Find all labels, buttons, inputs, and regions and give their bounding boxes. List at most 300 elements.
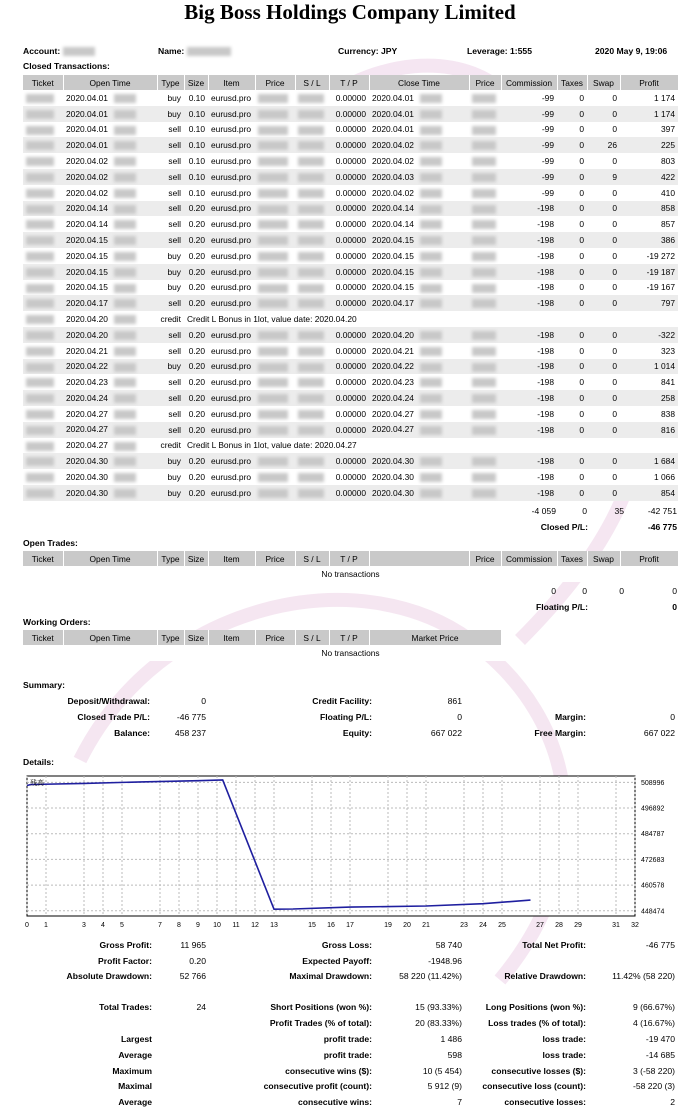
tp-cell: 0.00000 xyxy=(329,280,369,296)
sl-cell xyxy=(295,106,329,122)
working-orders-empty: No transactions xyxy=(23,645,678,661)
size-cell: 0.20 xyxy=(184,485,208,501)
leverage-label: Leverage: 1:555 xyxy=(467,46,532,56)
sl-cell xyxy=(295,343,329,359)
swap-cell: 0 xyxy=(587,216,620,232)
expected-payoff-value: -1948.96 xyxy=(428,956,462,966)
tp-cell: 0.00000 xyxy=(329,469,369,485)
price-cell xyxy=(255,359,295,375)
open-time-cell: 2020.04.15 xyxy=(63,232,157,248)
x-tick-label: 1 xyxy=(44,922,48,929)
max-consecutive-profit-value: 5 912 (9) xyxy=(427,1081,462,1091)
average-profit-value: 598 xyxy=(447,1050,462,1060)
open-time-cell: 2020.04.30 xyxy=(63,469,157,485)
close-time-cell: 2020.04.01 xyxy=(369,122,469,138)
open-col-2: Type xyxy=(157,551,184,566)
table-row xyxy=(23,422,678,438)
profit-cell: 1 684 xyxy=(620,453,678,469)
credit-facility-label: Credit Facility: xyxy=(312,696,372,706)
table-row xyxy=(23,374,678,390)
swap-cell: 0 xyxy=(587,406,620,422)
tp-cell: 0.00000 xyxy=(329,106,369,122)
report-title: Big Boss Holdings Company Limited xyxy=(184,0,516,24)
net-profit-value: -46 775 xyxy=(645,940,675,950)
gross-loss-label: Gross Loss: xyxy=(321,940,372,950)
commission-cell: -198 xyxy=(501,422,557,438)
size-cell: 0.20 xyxy=(184,295,208,311)
open-time-cell: 2020.04.27 xyxy=(63,406,157,422)
largest-loss-label: loss trade: xyxy=(542,1034,586,1044)
maximal-label: Maximal xyxy=(118,1081,152,1091)
ticket-cell xyxy=(23,153,63,169)
commission-cell: -198 xyxy=(501,280,557,296)
table-row xyxy=(23,137,678,153)
type-cell: sell xyxy=(157,422,184,438)
item-cell: eurusd.pro xyxy=(208,169,255,185)
commission-cell: -99 xyxy=(501,153,557,169)
credit-description: Credit L Bonus in 1lot, value date: 2020.04.20 xyxy=(184,311,678,327)
tp-cell: 0.00000 xyxy=(329,390,369,406)
price-cell xyxy=(255,485,295,501)
closed-transactions-title: Closed Transactions: xyxy=(23,61,110,71)
working-col-4: Item xyxy=(208,630,255,645)
sl-cell xyxy=(295,248,329,264)
type-cell: sell xyxy=(157,232,184,248)
sl-cell xyxy=(295,264,329,280)
size-cell: 0.20 xyxy=(184,374,208,390)
price-cell xyxy=(255,106,295,122)
close-time-cell: 2020.04.27 xyxy=(369,406,469,422)
tp-cell: 0.00000 xyxy=(329,343,369,359)
table-row xyxy=(23,359,678,375)
taxes-cell: 0 xyxy=(557,422,587,438)
size-cell: 0.10 xyxy=(184,185,208,201)
table-row xyxy=(23,390,678,406)
x-tick-label: 3 xyxy=(82,922,86,929)
tp-cell: 0.00000 xyxy=(329,264,369,280)
closed-total-profit: -42 751 xyxy=(647,506,677,516)
gross-loss-value: 58 740 xyxy=(435,940,462,950)
closed-col-13: Profit xyxy=(620,75,678,90)
average-loss-label: loss trade: xyxy=(542,1050,586,1060)
taxes-cell: 0 xyxy=(557,232,587,248)
ticket-cell xyxy=(23,169,63,185)
table-row xyxy=(23,201,678,217)
price-cell xyxy=(255,122,295,138)
floating-pl-label: Floating P/L: xyxy=(535,602,588,612)
type-cell: sell xyxy=(157,201,184,217)
maximal-drawdown-value: 58 220 (11.42%) xyxy=(399,971,462,981)
taxes-cell: 0 xyxy=(557,248,587,264)
open-time-cell: 2020.04.27 xyxy=(63,438,157,454)
details-title: Details: xyxy=(23,757,55,767)
table-row xyxy=(23,343,678,359)
open-time-cell: 2020.04.01 xyxy=(63,106,157,122)
profit-cell: 797 xyxy=(620,295,678,311)
avg-consecutive-wins-value: 7 xyxy=(457,1097,462,1107)
close-time-cell: 2020.04.01 xyxy=(369,90,469,106)
taxes-cell: 0 xyxy=(557,374,587,390)
closed-total-swap: 35 xyxy=(614,506,624,516)
taxes-cell: 0 xyxy=(557,216,587,232)
sl-cell xyxy=(295,422,329,438)
open-col-6: S / L xyxy=(295,551,329,566)
y-tick-label: 484787 xyxy=(641,831,665,839)
swap-cell: 0 xyxy=(587,327,620,343)
open-time-cell: 2020.04.21 xyxy=(63,343,157,359)
open-col-10: Commission xyxy=(501,551,557,566)
loss-trades-value: 4 (16.67%) xyxy=(632,1018,675,1028)
closed-col-0: Ticket xyxy=(23,75,63,90)
profit-cell: 386 xyxy=(620,232,678,248)
taxes-cell: 0 xyxy=(557,122,587,138)
deposit-value: 0 xyxy=(201,696,206,706)
close-time-cell: 2020.04.17 xyxy=(369,295,469,311)
x-tick-label: 0 xyxy=(25,922,29,929)
commission-cell: -198 xyxy=(501,232,557,248)
size-cell: 0.10 xyxy=(184,106,208,122)
sl-cell xyxy=(295,90,329,106)
close-price-cell xyxy=(469,327,501,343)
open-time-cell: 2020.04.14 xyxy=(63,216,157,232)
profit-cell: 854 xyxy=(620,485,678,501)
close-time-cell: 2020.04.24 xyxy=(369,390,469,406)
taxes-cell: 0 xyxy=(557,264,587,280)
price-cell xyxy=(255,343,295,359)
sl-cell xyxy=(295,295,329,311)
balance-label: Balance: xyxy=(114,728,150,738)
closed-col-11: Taxes xyxy=(557,75,587,90)
closed-total-commission: -4 059 xyxy=(531,506,556,516)
close-time-cell: 2020.04.27 xyxy=(369,422,469,438)
profit-cell: -19 272 xyxy=(620,248,678,264)
tp-cell: 0.00000 xyxy=(329,137,369,153)
closed-col-3: Size xyxy=(184,75,208,90)
ticket-cell xyxy=(23,201,63,217)
taxes-cell: 0 xyxy=(557,359,587,375)
size-cell: 0.20 xyxy=(184,201,208,217)
close-price-cell xyxy=(469,137,501,153)
open-col-4: Item xyxy=(208,551,255,566)
swap-cell: 0 xyxy=(587,422,620,438)
open-time-cell: 2020.04.02 xyxy=(63,169,157,185)
sl-cell xyxy=(295,359,329,375)
size-cell: 0.10 xyxy=(184,90,208,106)
type-cell: credit xyxy=(157,311,184,327)
profit-trades-label: Profit Trades (% of total): xyxy=(269,1018,372,1028)
x-tick-label: 16 xyxy=(327,922,335,929)
commission-cell: -198 xyxy=(501,374,557,390)
sl-cell xyxy=(295,374,329,390)
size-cell: 0.20 xyxy=(184,359,208,375)
open-time-cell: 2020.04.15 xyxy=(63,248,157,264)
open-col-12: Swap xyxy=(587,551,620,566)
profit-cell: 857 xyxy=(620,216,678,232)
max-consecutive-profit-label: consecutive profit (count): xyxy=(263,1081,372,1091)
ticket-cell xyxy=(23,469,63,485)
tp-cell: 0.00000 xyxy=(329,232,369,248)
working-col-6: S / L xyxy=(295,630,329,645)
close-price-cell xyxy=(469,406,501,422)
ticket-cell xyxy=(23,264,63,280)
profit-cell: 1 066 xyxy=(620,469,678,485)
profit-cell: 1 174 xyxy=(620,90,678,106)
working-col-1: Open Time xyxy=(63,630,157,645)
table-row xyxy=(23,90,678,106)
closed-col-8: Close Time xyxy=(369,75,469,90)
swap-cell: 0 xyxy=(587,122,620,138)
commission-cell: -99 xyxy=(501,122,557,138)
commission-cell: -198 xyxy=(501,359,557,375)
close-price-cell xyxy=(469,185,501,201)
x-tick-label: 17 xyxy=(346,922,354,929)
x-tick-label: 19 xyxy=(384,922,392,929)
max-consecutive-wins-label: consecutive wins ($): xyxy=(285,1066,372,1076)
closed-col-2: Type xyxy=(157,75,184,90)
tp-cell: 0.00000 xyxy=(329,406,369,422)
equity-value: 667 022 xyxy=(430,728,462,738)
item-cell: eurusd.pro xyxy=(208,122,255,138)
size-cell: 0.10 xyxy=(184,169,208,185)
summary-floating-label: Floating P/L: xyxy=(319,712,372,722)
chart-legend: 残高 xyxy=(30,780,44,787)
close-price-cell xyxy=(469,453,501,469)
sl-cell xyxy=(295,406,329,422)
total-trades-value: 24 xyxy=(196,1002,206,1012)
absolute-drawdown-label: Absolute Drawdown: xyxy=(66,971,152,981)
x-tick-label: 28 xyxy=(555,922,563,929)
x-tick-label: 29 xyxy=(574,922,582,929)
tp-cell: 0.00000 xyxy=(329,201,369,217)
commission-cell: -99 xyxy=(501,106,557,122)
closed-transactions-table xyxy=(23,75,678,501)
commission-cell: -99 xyxy=(501,185,557,201)
size-cell: 0.20 xyxy=(184,469,208,485)
open-time-cell: 2020.04.02 xyxy=(63,153,157,169)
long-positions-value: 9 (66.67%) xyxy=(632,1002,675,1012)
table-row xyxy=(23,106,678,122)
working-col-2: Type xyxy=(157,630,184,645)
swap-cell: 0 xyxy=(587,453,620,469)
open-time-cell: 2020.04.02 xyxy=(63,185,157,201)
price-cell xyxy=(255,185,295,201)
item-cell: eurusd.pro xyxy=(208,264,255,280)
loss-trades-label: Loss trades (% of total): xyxy=(488,1018,586,1028)
open-time-cell: 2020.04.22 xyxy=(63,359,157,375)
currency-label: Currency: JPY xyxy=(338,46,398,56)
open-trades-empty: No transactions xyxy=(23,566,678,582)
x-tick-label: 11 xyxy=(232,922,240,929)
close-time-cell: 2020.04.01 xyxy=(369,106,469,122)
x-tick-label: 23 xyxy=(460,922,468,929)
price-cell xyxy=(255,169,295,185)
profit-factor-label: Profit Factor: xyxy=(98,956,152,966)
table-row xyxy=(23,469,678,485)
item-cell: eurusd.pro xyxy=(208,295,255,311)
profit-cell: 225 xyxy=(620,137,678,153)
swap-cell: 0 xyxy=(587,185,620,201)
working-col-0: Ticket xyxy=(23,630,63,645)
item-cell: eurusd.pro xyxy=(208,343,255,359)
close-price-cell xyxy=(469,90,501,106)
type-cell: sell xyxy=(157,295,184,311)
type-cell: buy xyxy=(157,359,184,375)
profit-cell: 838 xyxy=(620,406,678,422)
commission-cell: -198 xyxy=(501,248,557,264)
ticket-cell xyxy=(23,122,63,138)
table-row xyxy=(23,485,678,501)
close-time-cell: 2020.04.02 xyxy=(369,185,469,201)
price-cell xyxy=(255,153,295,169)
largest-label: Largest xyxy=(120,1034,152,1044)
open-time-cell: 2020.04.14 xyxy=(63,201,157,217)
closed-col-7: T / P xyxy=(329,75,369,90)
x-tick-label: 8 xyxy=(177,922,181,929)
equity-label: Equity: xyxy=(342,728,372,738)
swap-cell: 0 xyxy=(587,374,620,390)
item-cell: eurusd.pro xyxy=(208,406,255,422)
ticket-cell xyxy=(23,453,63,469)
type-cell: sell xyxy=(157,169,184,185)
open-time-cell: 2020.04.01 xyxy=(63,122,157,138)
close-time-cell: 2020.04.14 xyxy=(369,216,469,232)
profit-cell: 816 xyxy=(620,422,678,438)
table-row xyxy=(23,327,678,343)
swap-cell: 9 xyxy=(587,169,620,185)
item-cell: eurusd.pro xyxy=(208,453,255,469)
commission-cell: -99 xyxy=(501,169,557,185)
profit-cell: 1 014 xyxy=(620,359,678,375)
type-cell: buy xyxy=(157,485,184,501)
size-cell: 0.20 xyxy=(184,264,208,280)
floating-pl-value: 0 xyxy=(672,602,677,612)
type-cell: sell xyxy=(157,406,184,422)
item-cell: eurusd.pro xyxy=(208,153,255,169)
item-cell: eurusd.pro xyxy=(208,232,255,248)
open-time-cell: 2020.04.23 xyxy=(63,374,157,390)
x-tick-label: 9 xyxy=(196,922,200,929)
profit-cell: 410 xyxy=(620,185,678,201)
swap-cell: 0 xyxy=(587,201,620,217)
type-cell: sell xyxy=(157,216,184,232)
taxes-cell: 0 xyxy=(557,137,587,153)
type-cell: buy xyxy=(157,248,184,264)
x-tick-label: 12 xyxy=(251,922,259,929)
type-cell: buy xyxy=(157,453,184,469)
largest-loss-value: -19 470 xyxy=(645,1034,675,1044)
close-price-cell xyxy=(469,169,501,185)
taxes-cell: 0 xyxy=(557,90,587,106)
commission-cell: -198 xyxy=(501,406,557,422)
open-time-cell: 2020.04.15 xyxy=(63,264,157,280)
sl-cell xyxy=(295,485,329,501)
size-cell: 0.20 xyxy=(184,216,208,232)
type-cell: buy xyxy=(157,264,184,280)
taxes-cell: 0 xyxy=(557,185,587,201)
y-tick-label: 448474 xyxy=(641,908,665,916)
item-cell: eurusd.pro xyxy=(208,106,255,122)
sl-cell xyxy=(295,216,329,232)
closed-header-row xyxy=(23,75,678,90)
ticket-cell xyxy=(23,390,63,406)
tp-cell: 0.00000 xyxy=(329,122,369,138)
closed-col-6: S / L xyxy=(295,75,329,90)
ticket-cell xyxy=(23,311,63,327)
open-trades-table xyxy=(23,551,679,582)
table-row xyxy=(23,295,678,311)
table-row xyxy=(23,122,678,138)
item-cell: eurusd.pro xyxy=(208,201,255,217)
item-cell: eurusd.pro xyxy=(208,390,255,406)
close-time-cell: 2020.04.15 xyxy=(369,280,469,296)
sl-cell xyxy=(295,153,329,169)
x-tick-label: 5 xyxy=(120,922,124,929)
table-row xyxy=(23,438,678,454)
swap-cell: 0 xyxy=(587,485,620,501)
table-row xyxy=(23,406,678,422)
closed-col-4: Item xyxy=(208,75,255,90)
working-orders-table xyxy=(23,630,678,661)
taxes-cell: 0 xyxy=(557,390,587,406)
close-time-cell: 2020.04.20 xyxy=(369,327,469,343)
close-time-cell: 2020.04.15 xyxy=(369,232,469,248)
open-col-7: T / P xyxy=(329,551,369,566)
type-cell: credit xyxy=(157,438,184,454)
swap-cell: 26 xyxy=(587,137,620,153)
close-price-cell xyxy=(469,374,501,390)
working-orders-title: Working Orders: xyxy=(23,617,91,627)
size-cell: 0.20 xyxy=(184,280,208,296)
open-col-13: Profit xyxy=(620,551,678,566)
profit-cell: 397 xyxy=(620,122,678,138)
working-col-3: Size xyxy=(184,630,208,645)
ticket-cell xyxy=(23,248,63,264)
closed-trade-pl-label: Closed Trade P/L: xyxy=(77,712,150,722)
close-time-cell: 2020.04.14 xyxy=(369,201,469,217)
sl-cell xyxy=(295,469,329,485)
price-cell xyxy=(255,453,295,469)
x-tick-label: 32 xyxy=(631,922,639,929)
swap-cell: 0 xyxy=(587,359,620,375)
ticket-cell xyxy=(23,295,63,311)
profit-cell: 1 174 xyxy=(620,106,678,122)
average2-label: Average xyxy=(118,1097,152,1107)
type-cell: buy xyxy=(157,106,184,122)
open-time-cell: 2020.04.01 xyxy=(63,90,157,106)
size-cell: 0.20 xyxy=(184,390,208,406)
profit-cell: -322 xyxy=(620,327,678,343)
ticket-cell xyxy=(23,343,63,359)
commission-cell: -198 xyxy=(501,327,557,343)
max-consecutive-losses-value: 3 (-58 220) xyxy=(632,1066,675,1076)
close-price-cell xyxy=(469,201,501,217)
table-row xyxy=(23,185,678,201)
size-cell: 0.20 xyxy=(184,343,208,359)
report-date: 2020 May 9, 19:06 xyxy=(595,46,668,56)
close-price-cell xyxy=(469,422,501,438)
max-consecutive-wins-value: 10 (5 454) xyxy=(422,1066,462,1076)
largest-profit-value: 1 486 xyxy=(440,1034,462,1044)
closed-col-5: Price xyxy=(255,75,295,90)
open-time-cell: 2020.04.27 xyxy=(63,422,157,438)
price-cell xyxy=(255,216,295,232)
name-label: Name: xyxy=(158,46,231,56)
absolute-drawdown-value: 52 766 xyxy=(179,971,206,981)
tp-cell: 0.00000 xyxy=(329,216,369,232)
commission-cell: -198 xyxy=(501,390,557,406)
open-time-cell: 2020.04.17 xyxy=(63,295,157,311)
maximum-label: Maximum xyxy=(112,1066,152,1076)
